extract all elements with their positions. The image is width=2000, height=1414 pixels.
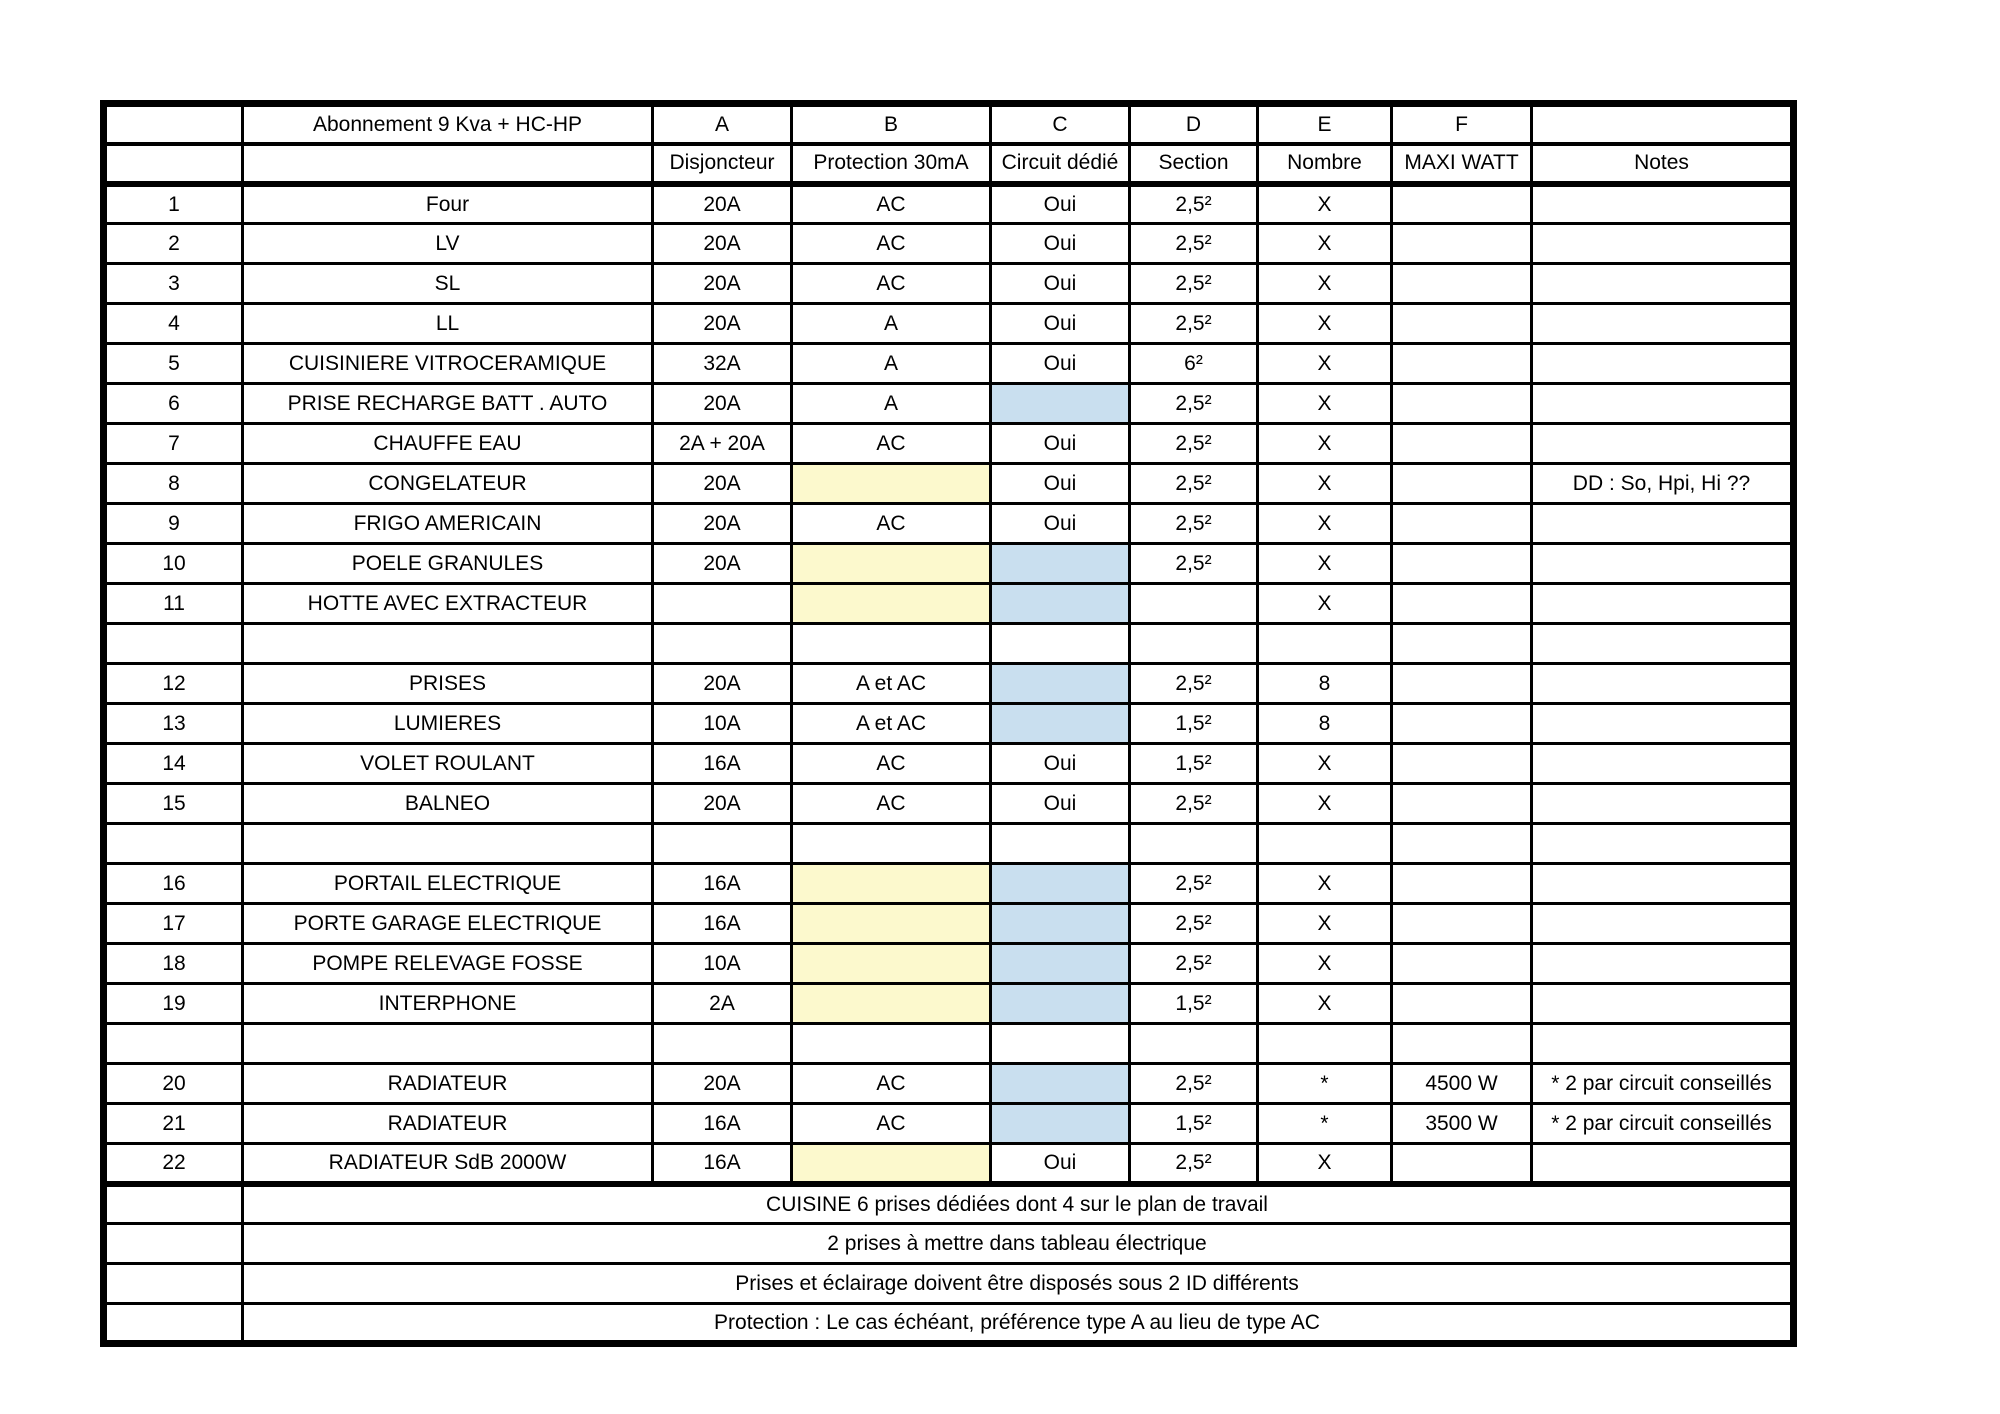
notes-cell [1532,1144,1794,1184]
disjoncteur-cell: 20A [653,1064,792,1104]
maxi-watt-cell [1392,464,1532,504]
notes-cell [1532,944,1794,984]
maxi-watt-cell [1392,1024,1532,1064]
disjoncteur-cell: 20A [653,784,792,824]
appliance-label-cell: RADIATEUR SdB 2000W [243,1144,653,1184]
nombre-cell [1258,824,1392,864]
protection-cell: AC [792,424,991,464]
maxi-watt-cell [1392,504,1532,544]
appliance-label-cell: VOLET ROULANT [243,744,653,784]
notes-cell [1532,704,1794,744]
row-number-cell: 16 [104,864,243,904]
nombre-cell: X [1258,744,1392,784]
circuit-dedie-cell [991,704,1130,744]
table-row [104,1064,1794,1104]
maxi-watt-cell [1392,224,1532,264]
protection-cell [792,984,991,1024]
maxi-watt-cell [1392,864,1532,904]
table-row [104,264,1794,304]
section-cell: 1,5² [1130,744,1258,784]
protection-cell [792,824,991,864]
protection-cell: A [792,344,991,384]
nombre-cell: X [1258,504,1392,544]
row-number-cell [104,1024,243,1064]
notes-cell [1532,584,1794,624]
circuit-dedie-cell [991,984,1130,1024]
row-number-cell: 4 [104,304,243,344]
notes-header: Notes [1532,144,1794,184]
table-row [104,784,1794,824]
table-row [104,1104,1794,1144]
circuit-dedie-cell: Oui [991,504,1130,544]
maxi-watt-cell [1392,384,1532,424]
electrical-circuits-table [100,100,1797,1347]
disjoncteur-cell: 20A [653,384,792,424]
row-number-cell: 15 [104,784,243,824]
nombre-cell: X [1258,864,1392,904]
maxi-watt-header: MAXI WATT [1392,144,1532,184]
table-row [104,464,1794,504]
nombre-cell: X [1258,944,1392,984]
section-cell: 2,5² [1130,304,1258,344]
nombre-cell: 8 [1258,704,1392,744]
row-number-cell [104,624,243,664]
disjoncteur-cell: 10A [653,704,792,744]
maxi-watt-cell [1392,304,1532,344]
appliance-label-cell [243,1024,653,1064]
footer-note-row [104,1224,1794,1264]
appliance-label-cell: HOTTE AVEC EXTRACTEUR [243,584,653,624]
notes-cell [1532,424,1794,464]
section-header: Section [1130,144,1258,184]
section-cell: 2,5² [1130,424,1258,464]
nombre-cell: 8 [1258,664,1392,704]
section-cell: 6² [1130,344,1258,384]
circuit-dedie-cell [991,864,1130,904]
maxi-watt-cell [1392,984,1532,1024]
maxi-watt-cell [1392,944,1532,984]
table-row [104,584,1794,624]
appliance-label-cell: PRISES [243,664,653,704]
appliance-label-cell: PRISE RECHARGE BATT . AUTO [243,384,653,424]
footer-note-cell: Prises et éclairage doivent être disposés sous 2 ID différents [243,1264,1794,1304]
nombre-cell: X [1258,344,1392,384]
notes-cell: DD : So, Hpi, Hi ?? [1532,464,1794,504]
table-row [104,184,1794,224]
section-cell: 2,5² [1130,264,1258,304]
circuit-dedie-cell: Oui [991,784,1130,824]
maxi-watt-cell [1392,704,1532,744]
row-number-cell: 19 [104,984,243,1024]
disjoncteur-cell: 20A [653,504,792,544]
row-number-cell: 13 [104,704,243,744]
disjoncteur-cell: 20A [653,664,792,704]
appliance-label-cell: FRIGO AMERICAIN [243,504,653,544]
circuit-dedie-cell [991,384,1130,424]
circuit-dedie-cell: Oui [991,264,1130,304]
protection-cell: A et AC [792,704,991,744]
table-row [104,944,1794,984]
nombre-cell: X [1258,464,1392,504]
col-letter-b: B [792,104,991,144]
protection-cell: A [792,384,991,424]
section-cell [1130,1024,1258,1064]
notes-cell [1532,744,1794,784]
section-cell: 2,5² [1130,864,1258,904]
footer-note-cell: Protection : Le cas échéant, préférence type A au lieu de type AC [243,1304,1794,1344]
row-number-cell: 10 [104,544,243,584]
protection-cell: AC [792,184,991,224]
notes-cell: * 2 par circuit conseillés [1532,1104,1794,1144]
appliance-label-cell: RADIATEUR [243,1064,653,1104]
footer-note-cell: CUISINE 6 prises dédiées dont 4 sur le plan de travail [243,1184,1794,1224]
circuit-dedie-cell: Oui [991,424,1130,464]
circuit-dedie-cell: Oui [991,224,1130,264]
table-row [104,344,1794,384]
protection-cell [792,864,991,904]
circuit-dedie-cell [991,584,1130,624]
section-cell [1130,584,1258,624]
circuit-dedie-cell: Oui [991,464,1130,504]
maxi-watt-cell [1392,584,1532,624]
section-cell: 2,5² [1130,504,1258,544]
maxi-watt-cell: 4500 W [1392,1064,1532,1104]
col-letter-a: A [653,104,792,144]
circuit-dedie-cell: Oui [991,1144,1130,1184]
appliance-label-cell [243,824,653,864]
nombre-cell: X [1258,224,1392,264]
nombre-cell: X [1258,584,1392,624]
row-number-cell: 7 [104,424,243,464]
notes-cell [1532,1024,1794,1064]
maxi-watt-cell [1392,184,1532,224]
empty-header-cell [243,144,653,184]
section-cell: 2,5² [1130,784,1258,824]
disjoncteur-cell: 10A [653,944,792,984]
appliance-label-cell: INTERPHONE [243,984,653,1024]
appliance-label-cell: BALNEO [243,784,653,824]
disjoncteur-cell [653,1024,792,1064]
protection-cell [792,944,991,984]
table-row [104,984,1794,1024]
nombre-cell: X [1258,384,1392,424]
appliance-label-cell: PORTAIL ELECTRIQUE [243,864,653,904]
section-cell: 2,5² [1130,544,1258,584]
appliance-label-cell: SL [243,264,653,304]
disjoncteur-cell [653,584,792,624]
appliance-label-cell: PORTE GARAGE ELECTRIQUE [243,904,653,944]
disjoncteur-cell: 20A [653,544,792,584]
row-number-cell [104,1184,243,1224]
row-number-cell [104,1264,243,1304]
empty-header-cell [104,144,243,184]
section-cell: 2,5² [1130,1144,1258,1184]
notes-cell [1532,784,1794,824]
disjoncteur-cell: 16A [653,744,792,784]
notes-cell [1532,544,1794,584]
nombre-cell: X [1258,1144,1392,1184]
disjoncteur-cell: 20A [653,224,792,264]
spacer-row [104,624,1794,664]
circuit-dedie-cell [991,544,1130,584]
row-number-cell: 9 [104,504,243,544]
maxi-watt-cell [1392,264,1532,304]
maxi-watt-cell [1392,544,1532,584]
disjoncteur-cell: 16A [653,1104,792,1144]
maxi-watt-cell [1392,904,1532,944]
protection-cell [792,464,991,504]
nombre-header: Nombre [1258,144,1392,184]
letters-row-notes-empty-cell [1532,104,1794,144]
protection-cell [792,584,991,624]
protection-cell: AC [792,1064,991,1104]
appliance-label-cell: LL [243,304,653,344]
notes-cell [1532,864,1794,904]
maxi-watt-cell [1392,624,1532,664]
footer-note-row [104,1184,1794,1224]
section-cell: 1,5² [1130,1104,1258,1144]
nombre-cell: X [1258,904,1392,944]
disjoncteur-cell: 16A [653,904,792,944]
table-row [104,384,1794,424]
protection-header: Protection 30mA [792,144,991,184]
circuit-dedie-cell: Oui [991,304,1130,344]
notes-cell [1532,224,1794,264]
notes-cell: * 2 par circuit conseillés [1532,1064,1794,1104]
row-number-cell: 1 [104,184,243,224]
circuit-dedie-cell [991,904,1130,944]
row-number-cell: 22 [104,1144,243,1184]
table-row [104,424,1794,464]
nombre-cell [1258,1024,1392,1064]
protection-cell [792,1144,991,1184]
appliance-label-cell: LV [243,224,653,264]
section-cell: 2,5² [1130,224,1258,264]
circuit-dedie-cell: Oui [991,744,1130,784]
disjoncteur-cell: 20A [653,304,792,344]
table-row [104,304,1794,344]
notes-cell [1532,184,1794,224]
col-letter-e: E [1258,104,1392,144]
section-cell: 2,5² [1130,664,1258,704]
appliance-label-cell: CHAUFFE EAU [243,424,653,464]
circuit-dedie-cell: Oui [991,344,1130,384]
disjoncteur-cell: 2A [653,984,792,1024]
nombre-cell: X [1258,544,1392,584]
nombre-cell: X [1258,304,1392,344]
row-number-cell: 17 [104,904,243,944]
protection-cell: AC [792,1104,991,1144]
section-cell: 2,5² [1130,1064,1258,1104]
section-cell: 2,5² [1130,184,1258,224]
appliance-label-cell: CONGELATEUR [243,464,653,504]
section-cell [1130,624,1258,664]
appliance-label-cell: LUMIERES [243,704,653,744]
nombre-cell: X [1258,784,1392,824]
section-cell: 2,5² [1130,944,1258,984]
maxi-watt-cell [1392,824,1532,864]
column-letters-row [104,104,1794,144]
notes-cell [1532,384,1794,424]
nombre-cell: X [1258,264,1392,304]
col-letter-c: C [991,104,1130,144]
appliance-label-cell [243,624,653,664]
disjoncteur-cell [653,624,792,664]
row-number-cell: 21 [104,1104,243,1144]
column-headers-row [104,144,1794,184]
disjoncteur-cell [653,824,792,864]
row-number-cell: 11 [104,584,243,624]
notes-cell [1532,624,1794,664]
row-number-cell [104,1224,243,1264]
table-row [104,744,1794,784]
protection-cell: AC [792,784,991,824]
row-number-cell: 8 [104,464,243,504]
table-row [104,864,1794,904]
row-number-cell: 3 [104,264,243,304]
protection-cell [792,544,991,584]
nombre-cell [1258,624,1392,664]
table-row [104,224,1794,264]
table-row [104,504,1794,544]
maxi-watt-cell [1392,664,1532,704]
protection-cell: AC [792,504,991,544]
row-number-cell: 5 [104,344,243,384]
maxi-watt-cell [1392,744,1532,784]
notes-cell [1532,304,1794,344]
nombre-cell: X [1258,984,1392,1024]
circuit-dedie-cell [991,824,1130,864]
protection-cell [792,904,991,944]
disjoncteur-cell: 16A [653,1144,792,1184]
section-cell: 2,5² [1130,384,1258,424]
table-row [104,664,1794,704]
disjoncteur-cell: 2A + 20A [653,424,792,464]
circuit-dedie-cell [991,1104,1130,1144]
footer-note-cell: 2 prises à mettre dans tableau électrique [243,1224,1794,1264]
notes-cell [1532,824,1794,864]
circuit-dedie-header: Circuit dédié [991,144,1130,184]
row-number-cell: 2 [104,224,243,264]
appliance-label-cell: Four [243,184,653,224]
appliance-label-cell: POMPE RELEVAGE FOSSE [243,944,653,984]
spacer-row [104,1024,1794,1064]
row-number-cell [104,824,243,864]
protection-cell [792,624,991,664]
disjoncteur-cell: 32A [653,344,792,384]
col-letter-d: D [1130,104,1258,144]
protection-cell: AC [792,744,991,784]
appliance-label-cell: POELE GRANULES [243,544,653,584]
maxi-watt-cell: 3500 W [1392,1104,1532,1144]
table-row [104,704,1794,744]
section-cell: 2,5² [1130,904,1258,944]
circuit-dedie-cell [991,624,1130,664]
section-cell [1130,824,1258,864]
circuit-dedie-cell [991,1064,1130,1104]
protection-cell: A et AC [792,664,991,704]
footer-note-row [104,1264,1794,1304]
disjoncteur-cell: 16A [653,864,792,904]
nombre-cell: X [1258,184,1392,224]
section-cell: 2,5² [1130,464,1258,504]
row-number-cell: 14 [104,744,243,784]
notes-cell [1532,344,1794,384]
section-cell: 1,5² [1130,984,1258,1024]
nombre-cell: * [1258,1104,1392,1144]
maxi-watt-cell [1392,1144,1532,1184]
maxi-watt-cell [1392,344,1532,384]
subscription-title-cell: Abonnement 9 Kva + HC-HP [243,104,653,144]
protection-cell [792,1024,991,1064]
disjoncteur-cell: 20A [653,464,792,504]
appliance-label-cell: CUISINIERE VITROCERAMIQUE [243,344,653,384]
maxi-watt-cell [1392,424,1532,464]
col-letter-f: F [1392,104,1532,144]
protection-cell: AC [792,264,991,304]
circuit-dedie-cell [991,944,1130,984]
disjoncteur-cell: 20A [653,264,792,304]
table-row [104,904,1794,944]
maxi-watt-cell [1392,784,1532,824]
protection-cell: AC [792,224,991,264]
notes-cell [1532,904,1794,944]
table-row [104,544,1794,584]
row-number-cell [104,1304,243,1344]
notes-cell [1532,664,1794,704]
disjoncteur-cell: 20A [653,184,792,224]
row-number-cell: 6 [104,384,243,424]
notes-cell [1532,984,1794,1024]
circuit-dedie-cell [991,664,1130,704]
protection-cell: A [792,304,991,344]
nombre-cell: X [1258,424,1392,464]
circuit-dedie-cell: Oui [991,184,1130,224]
spacer-row [104,824,1794,864]
circuit-dedie-cell [991,1024,1130,1064]
row-number-cell: 18 [104,944,243,984]
row-number-cell: 20 [104,1064,243,1104]
notes-cell [1532,504,1794,544]
section-cell: 1,5² [1130,704,1258,744]
footer-note-row [104,1304,1794,1344]
row-number-cell: 12 [104,664,243,704]
table-row [104,1144,1794,1184]
appliance-label-cell: RADIATEUR [243,1104,653,1144]
nombre-cell: * [1258,1064,1392,1104]
corner-empty-cell [104,104,243,144]
disjoncteur-header: Disjoncteur [653,144,792,184]
notes-cell [1532,264,1794,304]
